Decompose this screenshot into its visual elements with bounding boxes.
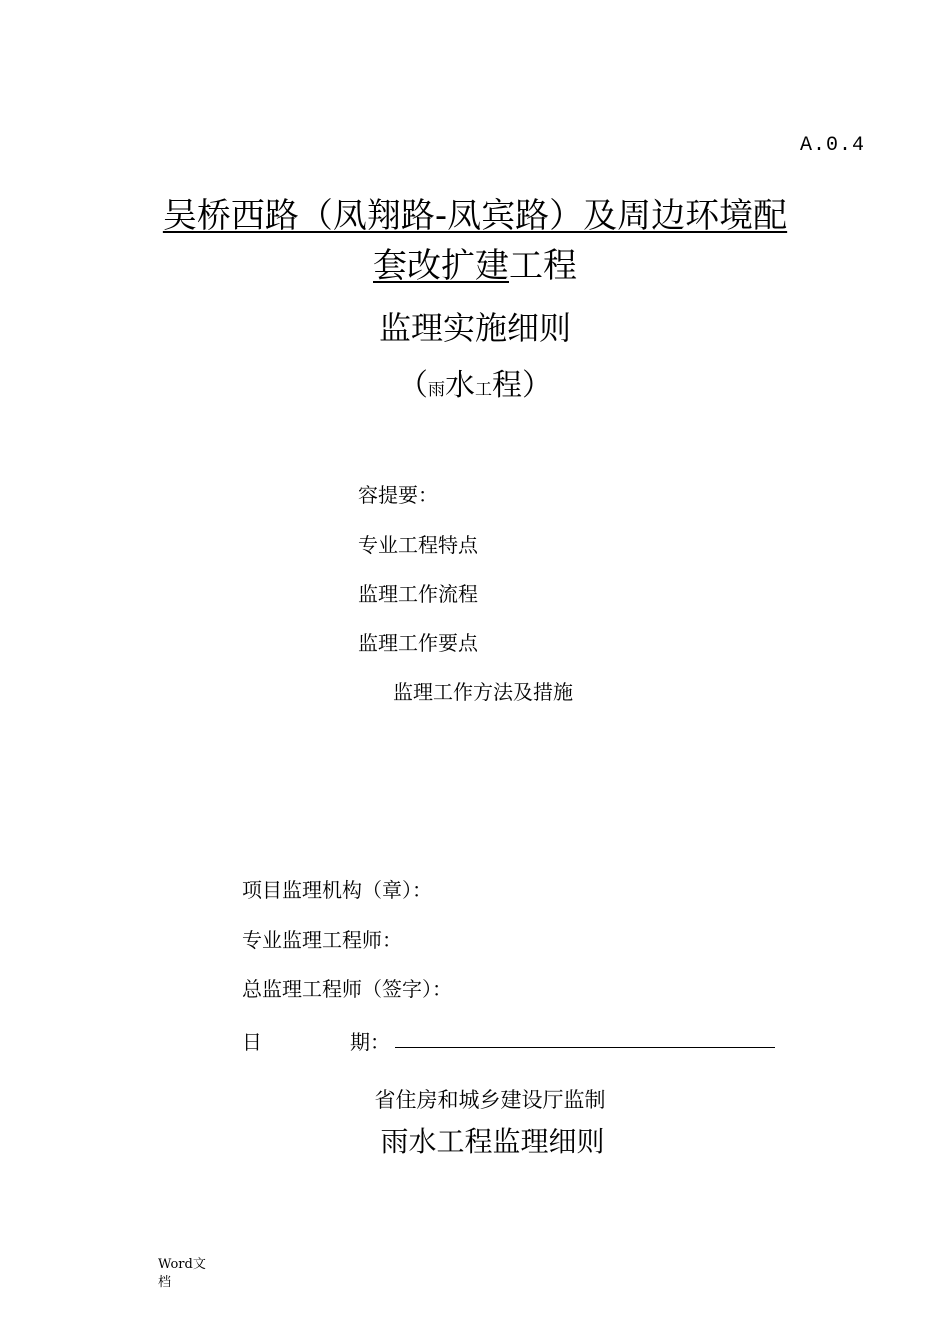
- document-subtitle: [0, 366, 950, 410]
- contents-item: 监理工作流程: [358, 582, 478, 606]
- subtitle-char-small-2: 工: [475, 380, 492, 400]
- contents-item: 监理工作方法及措施: [393, 680, 573, 704]
- date-fill-line: [395, 1047, 775, 1048]
- project-title-line1: [0, 196, 950, 236]
- project-title-line2: [0, 246, 950, 286]
- subtitle-char: 水: [445, 368, 475, 403]
- word-document-tag: Word文档: [158, 1257, 206, 1290]
- project-title-text: 吴桥西路（凤翔路-凤宾路）及周边环境配: [162, 196, 788, 236]
- subtitle-end: 程）: [492, 368, 552, 403]
- org-seal-label: 项目监理机构（章）：: [242, 878, 432, 902]
- document-code: A.0.4: [800, 134, 866, 157]
- contents-item: 监理工作要点: [358, 631, 478, 655]
- project-title-underlined: 套改扩建: [373, 246, 509, 286]
- contents-heading: 容提要：: [358, 483, 438, 507]
- date-label-char1: 日: [242, 1030, 262, 1054]
- subtitle-paren-open: （: [398, 368, 428, 403]
- document-type-title: 监理实施细则: [378, 309, 571, 347]
- issuer-text: 省住房和城乡建设厅监制: [374, 1088, 606, 1112]
- contents-item: 专业工程特点: [358, 533, 478, 557]
- chief-engineer-label: 总监理工程师（签字）：: [242, 977, 452, 1001]
- engineer-label: 专业监理工程师：: [242, 928, 402, 952]
- footer-title: 雨水工程监理细则: [380, 1125, 605, 1158]
- subtitle-char-small: 雨: [428, 380, 445, 400]
- project-title-rest: 工程: [509, 246, 577, 286]
- date-label-char2: 期：: [350, 1030, 390, 1054]
